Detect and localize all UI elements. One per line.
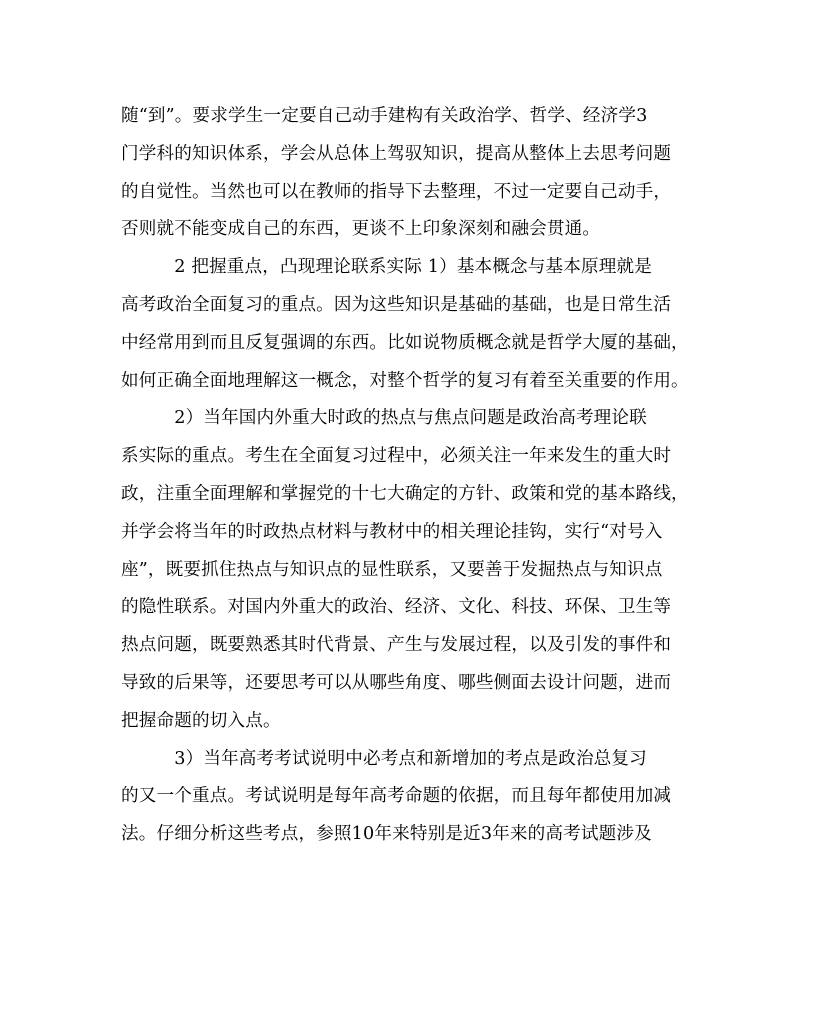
text-line: 的又一个重点。考试说明是每年高考命题的依据，而且每年都使用加减: [121, 786, 672, 807]
body-text: [121, 98, 701, 854]
text-line: 政，注重全面理解和掌握党的十七大确定的方针、政策和党的基本路线，: [121, 483, 689, 504]
text-line: 热点问题，既要熟悉其时代背景、产生与发展过程，以及引发的事件和: [121, 635, 672, 656]
text-line: 法。仔细分析这些考点，参照10年来特别是近3年来的高考试题涉及: [121, 824, 652, 845]
text-line: 否则就不能变成自己的东西，更谈不上印象深刻和融会贯通。: [121, 219, 601, 240]
text-line: 门学科的知识体系，学会从总体上驾驭知识，提高从整体上去思考问题: [121, 143, 672, 164]
text-line: 系实际的重点。考生在全面复习过程中，必须关注一年来发生的重大时: [121, 446, 672, 467]
text-line: 的隐性联系。对国内外重大的政治、经济、文化、科技、环保、卫生等: [121, 597, 672, 618]
text-line: 高考政治全面复习的重点。因为这些知识是基础的基础，也是日常生活: [121, 294, 672, 315]
text-line: 座”，既要抓住热点与知识点的显性联系，又要善于发掘热点与知识点: [121, 559, 663, 580]
text-line: 导致的后果等，还要思考可以从哪些角度、哪些侧面去设计问题，进而: [121, 672, 672, 693]
text-line: 如何正确全面地理解这一概念，对整个哲学的复习有着至关重要的作用。: [121, 370, 689, 391]
text-line: 并学会将当年的时政热点材料与教材中的相关理论挂钩，实行“对号入: [121, 521, 663, 542]
text-line: 随“到”。要求学生一定要自己动手建构有关政治学、哲学、经济学3: [121, 106, 648, 126]
text-line: 2 把握重点，凸现理论联系实际 1）基本概念与基本原理就是: [121, 257, 653, 278]
text-line: 的自觉性。当然也可以在教师的指导下去整理，不过一定要自己动手，: [121, 181, 672, 202]
text-line: 把握命题的切入点。: [121, 710, 281, 731]
text-line: 3）当年高考考试说明中必考点和新增加的考点是政治总复习: [121, 748, 647, 769]
text-line: 2）当年国内外重大时政的热点与焦点问题是政治高考理论联: [121, 408, 647, 429]
text-line: 中经常用到而且反复强调的东西。比如说物质概念就是哲学大厦的基础，: [121, 332, 689, 353]
